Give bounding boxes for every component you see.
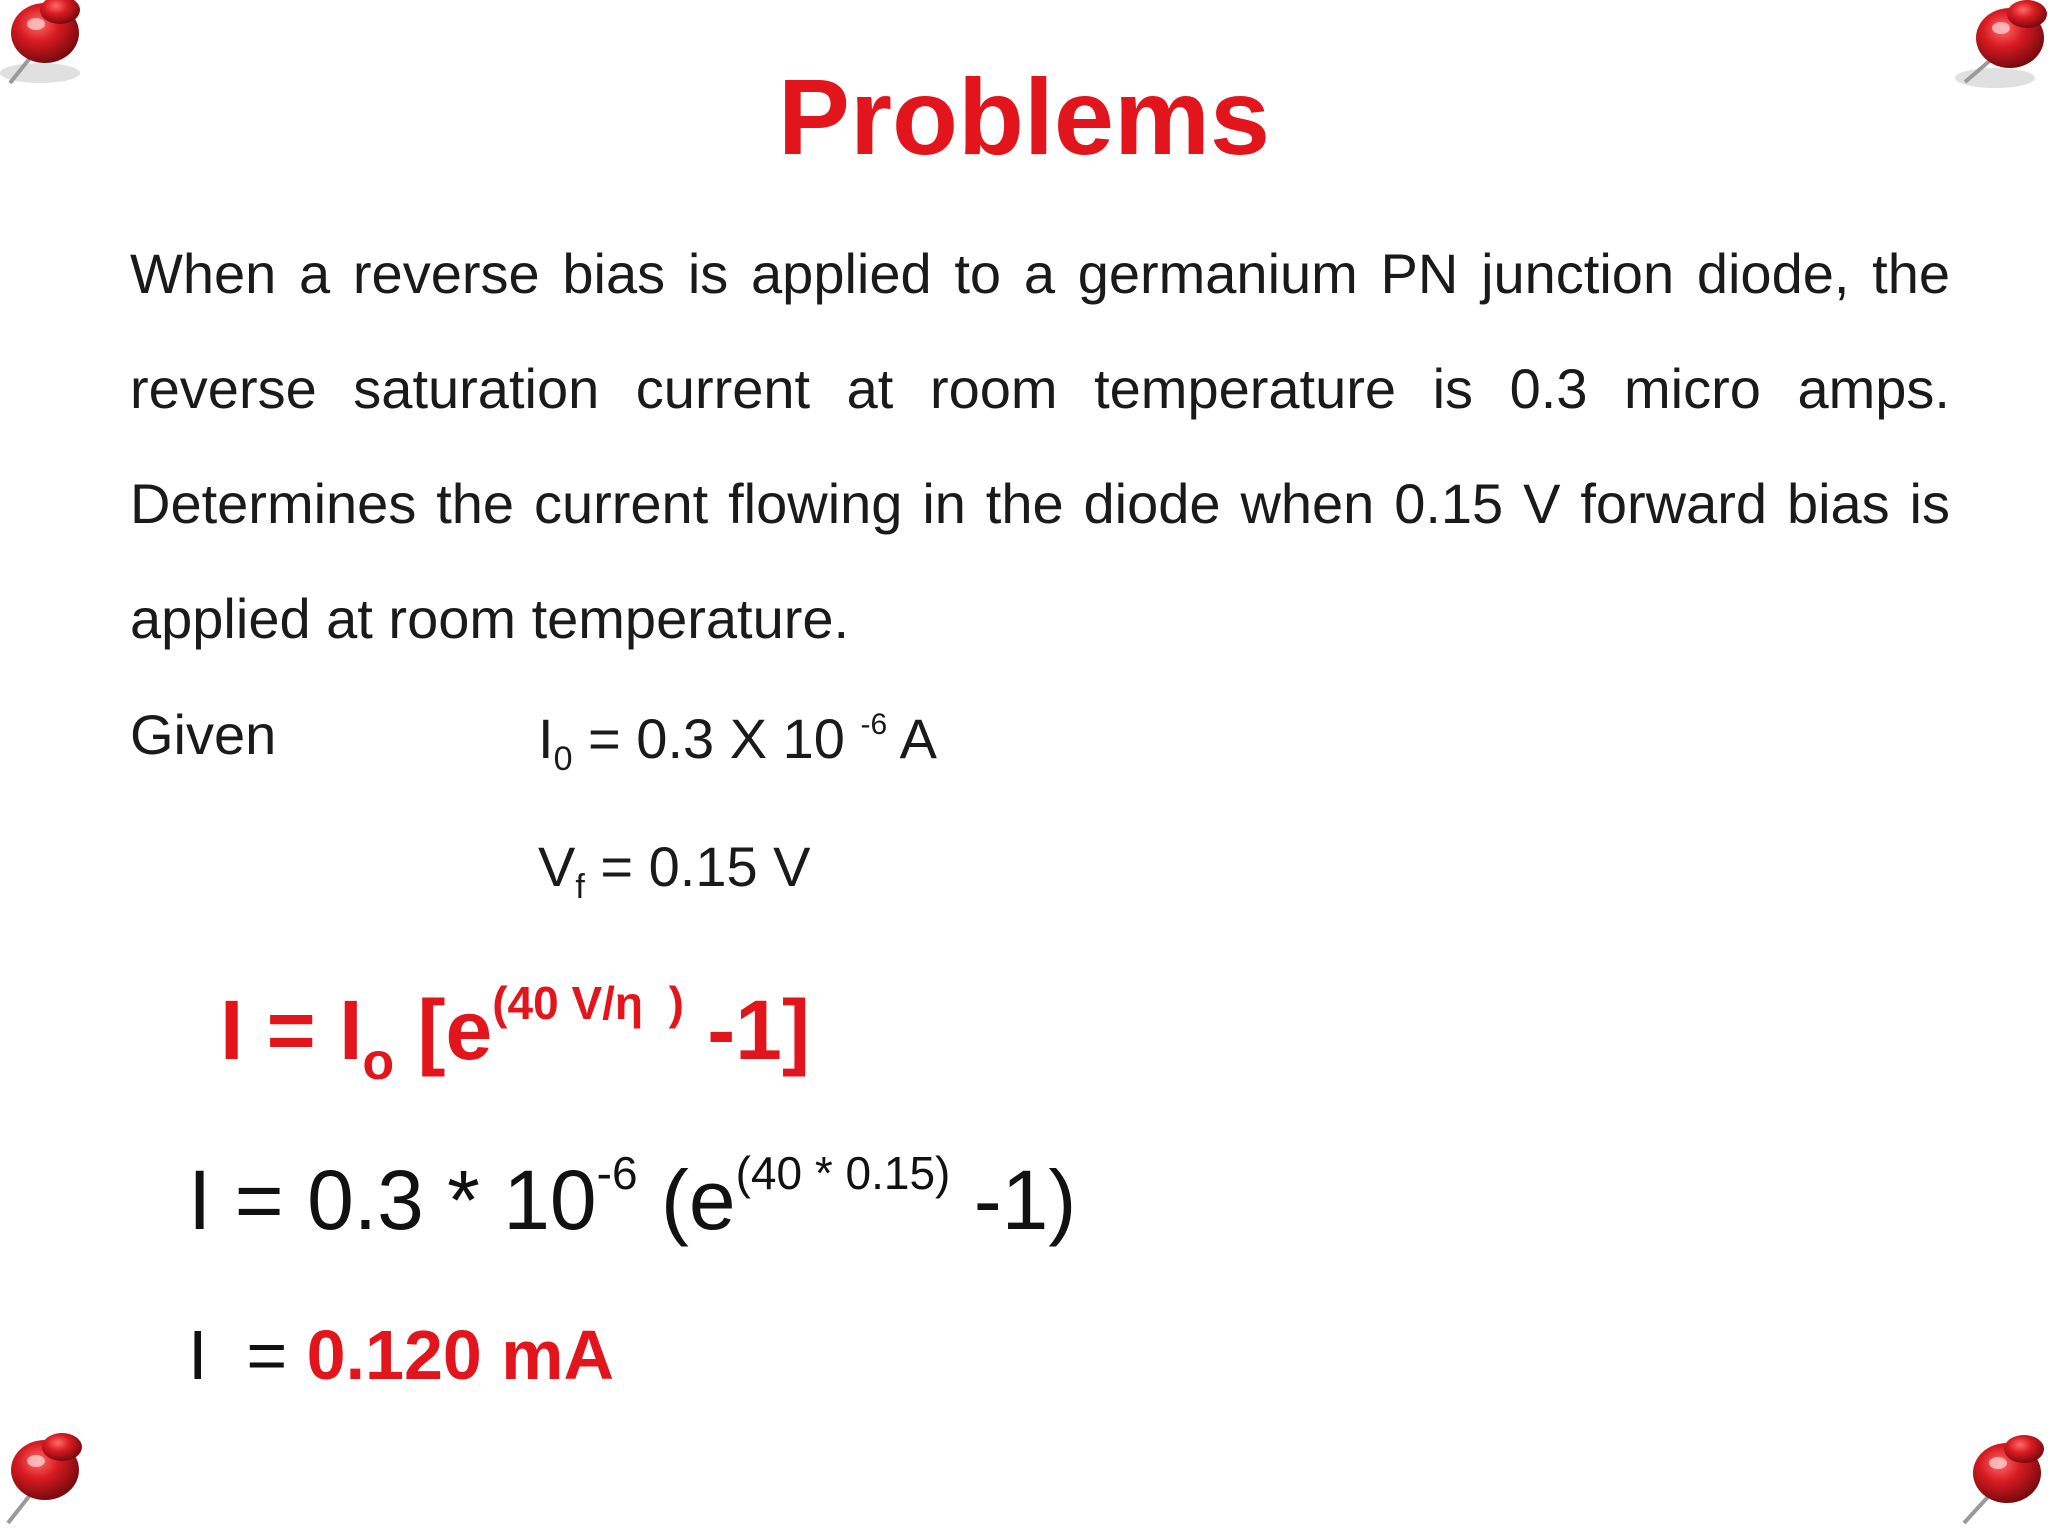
calc-exponent-2: (40 * 0.15): [735, 1147, 951, 1199]
formula-end: -1]: [683, 983, 810, 1077]
result-lhs: I =: [188, 1316, 307, 1394]
slide-title: Problems: [777, 56, 1271, 177]
formula-lhs: I = I: [220, 983, 363, 1077]
calc-part-a: I = 0.3 * 10: [188, 1153, 597, 1247]
calculation-line: [188, 1147, 1077, 1250]
result-line: [188, 1310, 614, 1400]
io-subscript: 0: [553, 740, 573, 778]
given-label: Given: [130, 703, 277, 766]
pushpin-icon: [1952, 1425, 2048, 1535]
io-value: = 0.3 X 10: [572, 707, 861, 770]
problem-statement: When a reverse bias is applied to a germanium PN junction diode, the reverse saturation current at room temperature is 0.3 micro amps. Determines the current flowing in the diode when 0.15 V forward bias is applied at room temperature.: [130, 242, 1950, 650]
formula-mid: [e: [394, 983, 493, 1077]
vf-subscript: f: [575, 868, 585, 906]
io-symbol: I: [538, 707, 554, 770]
vf-value: = 0.15 V: [584, 835, 811, 898]
formula-exponent: (40 V/η ): [492, 977, 684, 1029]
io-exponent: -6: [860, 708, 888, 741]
given-saturation-current: [538, 704, 937, 778]
diode-equation: [220, 977, 810, 1091]
calc-part-c: -1): [950, 1153, 1077, 1247]
io-unit: A: [887, 707, 937, 770]
result-value: 0.120 mA: [306, 1316, 615, 1394]
calc-exponent-1: -6: [596, 1147, 638, 1199]
formula-subscript: o: [362, 1033, 395, 1091]
pushpin-icon: [0, 1425, 100, 1535]
calc-part-b: (e: [637, 1153, 736, 1247]
given-forward-voltage: [538, 832, 811, 906]
vf-symbol: V: [538, 835, 576, 898]
